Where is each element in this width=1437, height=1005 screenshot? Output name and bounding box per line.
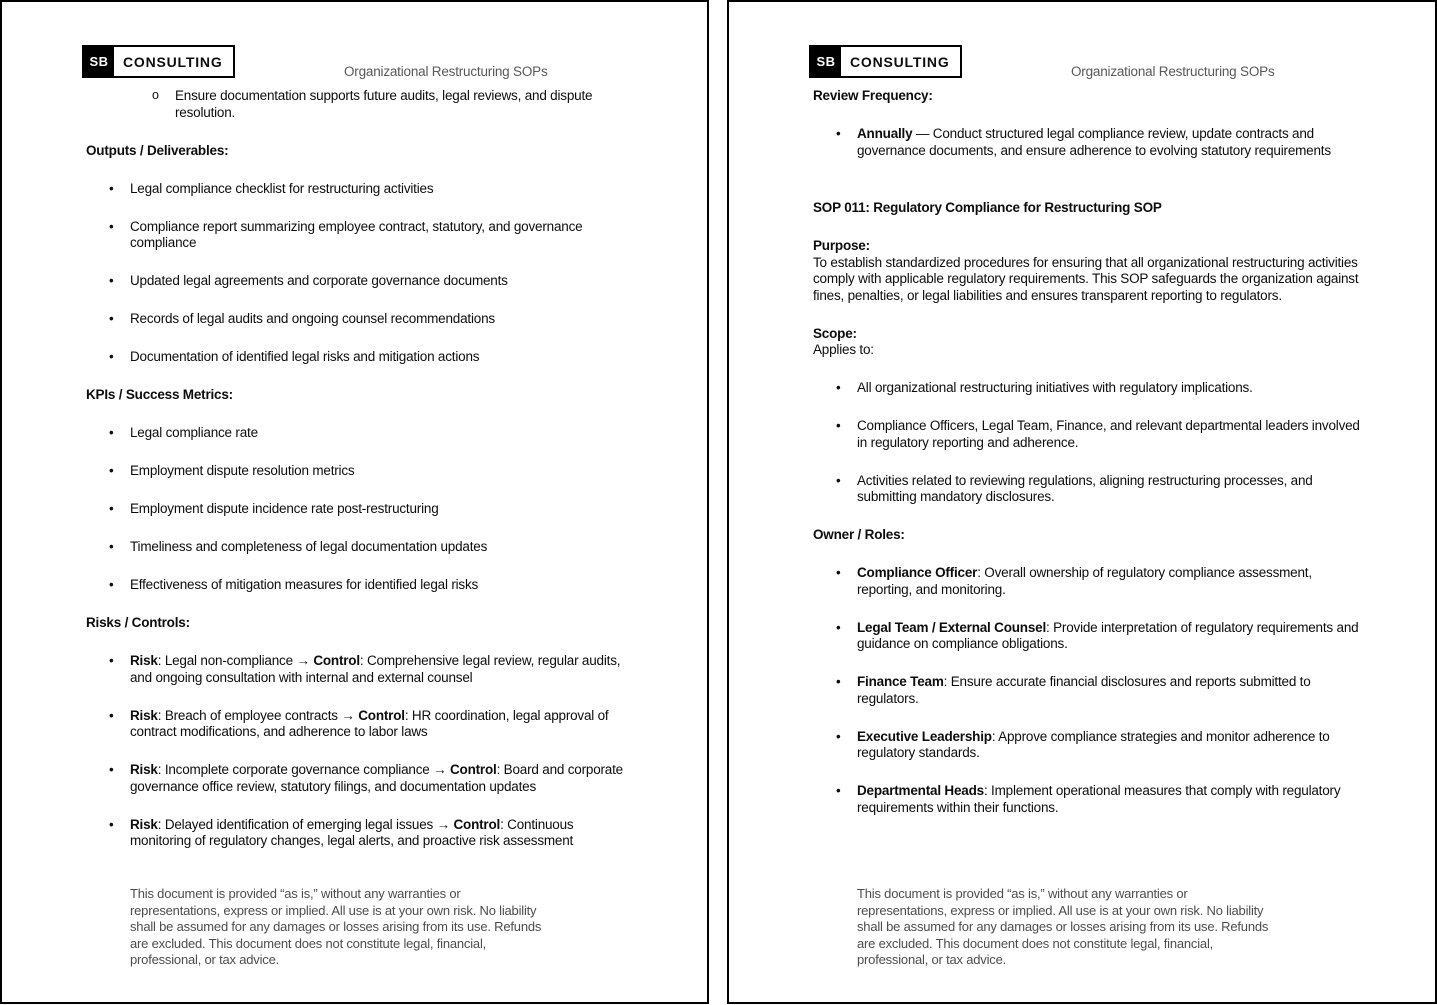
bullet-item <box>86 501 634 518</box>
block-text: Legal compliance rate <box>130 425 258 440</box>
disclaimer-line: are excluded. This document does not constitute legal, financial, <box>130 935 487 951</box>
bullet-item <box>813 126 1361 159</box>
disclaimer-line: This document is provided “as is,” without any warranties or <box>857 886 1188 901</box>
section-heading: Purpose: <box>813 238 870 253</box>
block-text: Timeliness and completeness of legal documentation updates <box>130 539 488 554</box>
disclaimer-line: representations, express or implied. All use is at your own risk. No liability <box>857 902 1264 918</box>
bullet-item <box>86 708 634 741</box>
section-heading: Review Frequency: <box>813 88 933 103</box>
bullet-marker-icon: • <box>836 565 841 580</box>
bullet-marker-icon: • <box>109 577 114 592</box>
block-text: Ensure documentation supports future audits, legal reviews, and dispute resolution. <box>175 88 593 120</box>
bullet-marker-icon: • <box>109 463 114 478</box>
block-text: Updated legal agreements and corporate governance documents <box>130 273 508 288</box>
paragraph <box>813 255 1361 305</box>
bullet-marker-icon: • <box>109 273 114 288</box>
section-heading: SOP 011: Regulatory Compliance for Restructuring SOP <box>813 200 1162 215</box>
bullet-item <box>86 653 634 686</box>
paragraph <box>813 342 1361 359</box>
bullet-item <box>86 762 634 795</box>
bullet-marker-icon: • <box>109 816 114 832</box>
bullet-marker-icon: • <box>836 728 841 744</box>
block-text: Annually — Conduct structured legal compliance review, update contracts and governance documents, and ensure adherence to evolving statutory requirements <box>857 126 1331 158</box>
block-text: Departmental Heads: Implement operational measures that comply with regulatory requirements within their functions. <box>857 783 1341 815</box>
disclaimer-line: shall be assumed for any damages or losses arising from its use. Refunds <box>857 919 1269 934</box>
bullet-marker-icon: o <box>152 88 159 102</box>
bullet-marker-icon: • <box>836 418 841 433</box>
bullet-marker-icon: • <box>109 762 114 777</box>
bullet-marker-icon: • <box>836 126 841 141</box>
bullet-marker-icon: • <box>109 218 114 234</box>
disclaimer-line: professional, or tax advice. <box>130 952 280 967</box>
section-heading: Scope: <box>813 325 857 341</box>
block-text: Compliance Officers, Legal Team, Finance, and relevant departmental leaders involved in regulatory reporting and adherence. <box>857 418 1360 450</box>
disclaimer <box>857 886 1377 969</box>
section-heading: KPIs / Success Metrics: <box>86 387 233 402</box>
bullet-item <box>813 418 1361 451</box>
logo-company-name: CONSULTING <box>850 53 950 70</box>
bullet-marker-icon: • <box>109 425 114 440</box>
block-text: Effectiveness of mitigation measures for identified legal risks <box>130 577 479 592</box>
bullet-item <box>813 620 1361 653</box>
bullet-item <box>86 539 634 556</box>
bullet-item <box>86 817 634 850</box>
bullet-item <box>86 181 634 198</box>
document-page-left <box>0 0 709 1004</box>
bullet-item <box>86 425 634 442</box>
logo-sb-badge: SB <box>84 47 114 76</box>
company-logo <box>809 45 962 78</box>
bullet-marker-icon: • <box>109 707 114 723</box>
block-text: Compliance report summarizing employee contract, statutory, and governance compliance <box>130 218 583 250</box>
bullet-item <box>86 273 634 290</box>
block-text: Executive Leadership: Approve compliance strategies and monitor adherence to regulatory standards. <box>857 728 1330 760</box>
document-header-title: Organizational Restructuring SOPs <box>344 64 548 79</box>
logo-company-name: CONSULTING <box>123 53 223 70</box>
block-text: Applies to: <box>813 342 874 357</box>
document-page-right <box>727 0 1437 1004</box>
bullet-item <box>813 380 1361 397</box>
bullet-item <box>86 349 634 366</box>
bullet-item <box>813 674 1361 707</box>
block-text: Compliance Officer: Overall ownership of regulatory compliance assessment, reporting, and monitoring. <box>857 565 1312 597</box>
block-text: Documentation of identified legal risks and mitigation actions <box>130 349 480 364</box>
block-text: Finance Team: Ensure accurate financial disclosures and reports submitted to regulators. <box>857 674 1311 706</box>
block-text: Risk: Breach of employee contracts → Control: HR coordination, legal approval of contract modifications, and adherence to labor laws <box>130 707 609 739</box>
block-text: Activities related to reviewing regulations, aligning restructuring processes, and submitting mandatory disclosures. <box>857 472 1313 504</box>
section-heading: Outputs / Deliverables: <box>86 142 229 158</box>
bullet-item <box>813 783 1361 816</box>
disclaimer-line: are excluded. This document does not constitute legal, financial, <box>857 935 1214 951</box>
bullet-marker-icon: • <box>836 380 841 395</box>
bullet-item <box>86 219 634 252</box>
disclaimer <box>130 886 650 969</box>
disclaimer-line: shall be assumed for any damages or losses arising from its use. Refunds <box>130 919 542 934</box>
section-heading: Risks / Controls: <box>86 615 190 630</box>
bullet-marker-icon: • <box>109 653 114 668</box>
bullet-marker-icon: • <box>836 674 841 689</box>
block-text: Records of legal audits and ongoing counsel recommendations <box>130 311 495 326</box>
page-content <box>86 88 634 871</box>
block-text: All organizational restructuring initiatives with regulatory implications. <box>857 380 1253 395</box>
company-logo <box>82 45 235 78</box>
block-text: Risk: Incomplete corporate governance compliance → Control: Board and corporate governance office review, statutory filings, and documentation updates <box>130 762 623 794</box>
page-content <box>813 88 1361 838</box>
bullet-marker-icon: • <box>836 783 841 798</box>
disclaimer-line: representations, express or implied. All use is at your own risk. No liability <box>130 902 537 918</box>
disclaimer-line: This document is provided “as is,” without any warranties or <box>130 886 461 901</box>
bullet-item <box>86 463 634 480</box>
block-text: Employment dispute resolution metrics <box>130 463 355 478</box>
bullet-marker-icon: • <box>109 539 114 554</box>
bullet-item <box>86 577 634 594</box>
section-heading: Owner / Roles: <box>813 527 905 542</box>
block-text: Risk: Delayed identification of emerging legal issues → Control: Continuous monitoring of regulatory changes, legal alerts, and proactive risk assessment <box>130 816 574 848</box>
bullet-marker-icon: • <box>836 472 841 488</box>
block-text: To establish standardized procedures for ensuring that all organizational restructuring activities comply with applicable regulatory requirements. This SOP safeguards the organization against fines, penalties, or legal liabilities and ensures transparent reporting to regulators. <box>813 254 1359 303</box>
block-text: Legal Team / External Counsel: Provide interpretation of regulatory requirements and guidance on compliance obligations. <box>857 619 1359 651</box>
block-text: Risk: Legal non-compliance → Control: Comprehensive legal review, regular audits, and ongoing consultation with internal and external counsel <box>130 653 621 685</box>
bullet-item <box>86 311 634 328</box>
document-header-title: Organizational Restructuring SOPs <box>1071 64 1275 79</box>
logo-sb-badge: SB <box>811 47 841 76</box>
block-text: Employment dispute incidence rate post-restructuring <box>130 501 439 516</box>
bullet-marker-icon: • <box>109 311 114 326</box>
bullet-marker-icon: • <box>836 619 841 635</box>
bullet-item <box>813 729 1361 762</box>
sub-bullet-item <box>86 88 634 121</box>
bullet-marker-icon: • <box>109 349 114 364</box>
bullet-item <box>813 473 1361 506</box>
disclaimer-line: professional, or tax advice. <box>857 952 1007 967</box>
bullet-item <box>813 565 1361 598</box>
block-text: Legal compliance checklist for restructuring activities <box>130 180 434 196</box>
bullet-marker-icon: • <box>109 501 114 516</box>
bullet-marker-icon: • <box>109 180 114 196</box>
